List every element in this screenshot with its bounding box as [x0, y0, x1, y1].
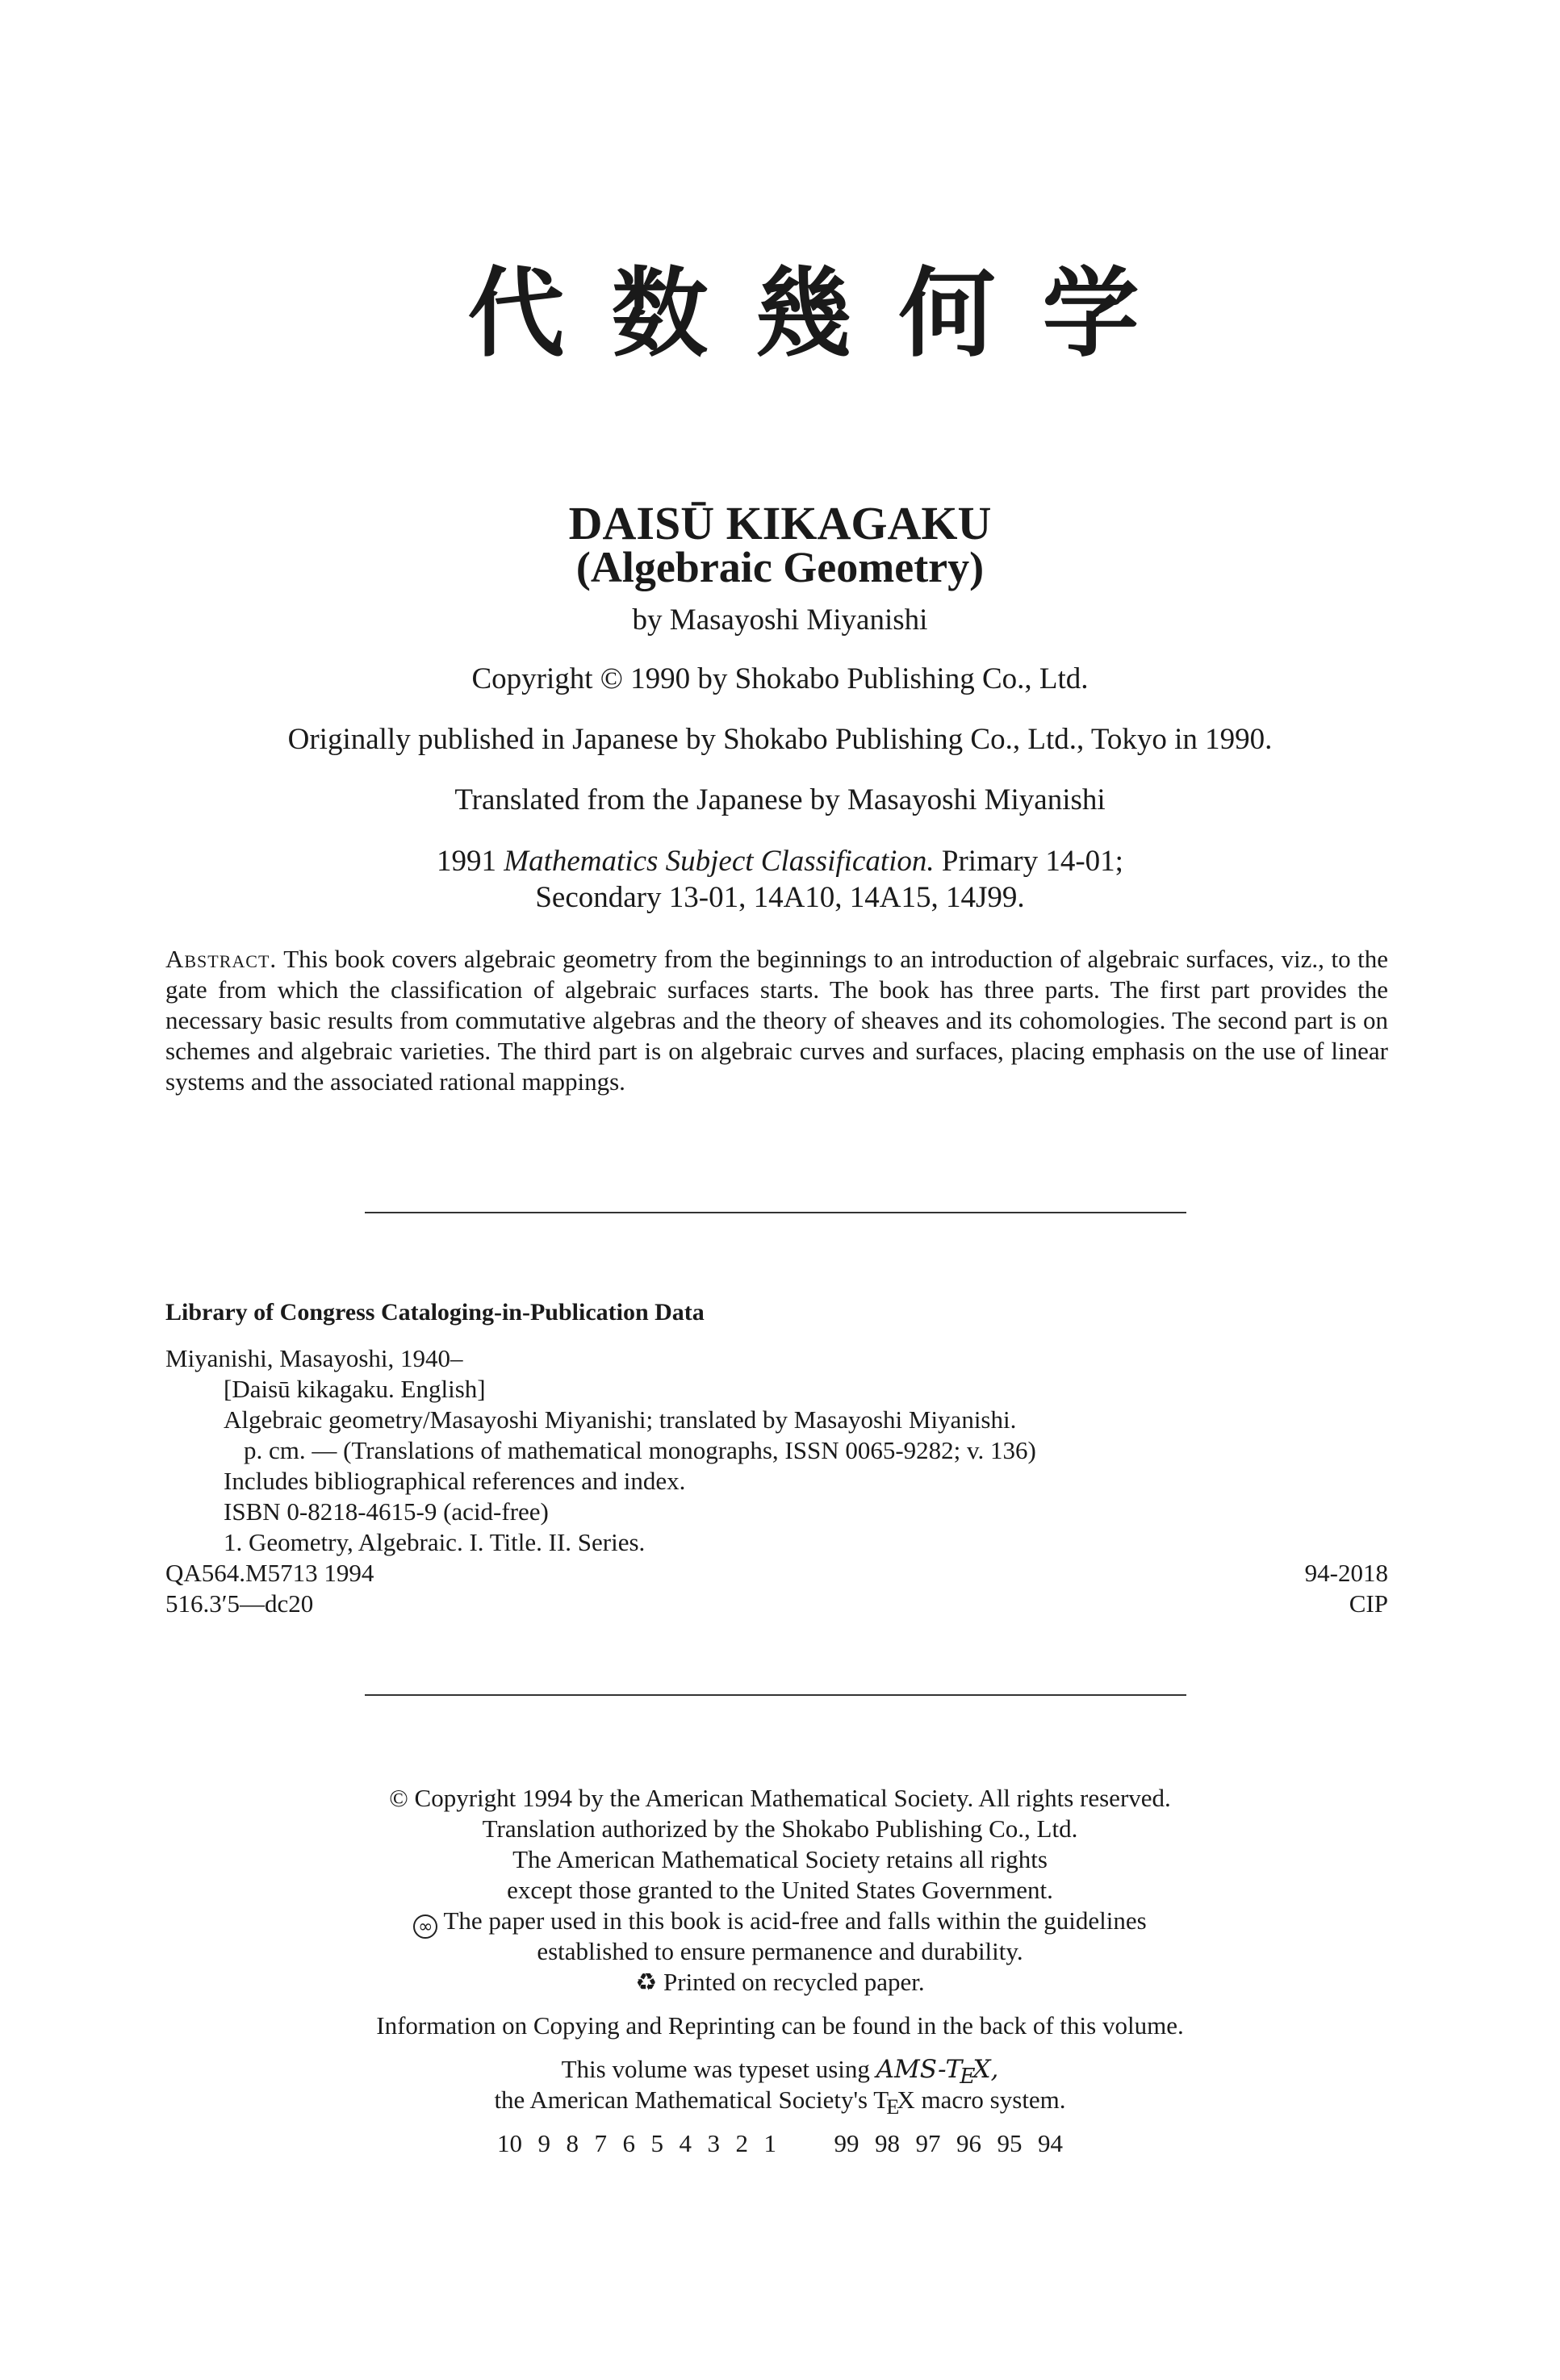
printing-numbers: 10 9 8 7 6 5 4 3 2 1: [497, 2129, 776, 2157]
rights-retained: The American Mathematical Society retains all rights: [512, 1845, 1048, 1873]
abstract: [165, 944, 1388, 1097]
printing-line: [0, 2131, 1560, 2156]
cip-lccn: 94-2018: [1304, 1559, 1388, 1587]
translation-authorization: Translation authorized by the Shokabo Publishing Co., Ltd.: [482, 1814, 1078, 1843]
paper-text: The paper used in this book is acid-free and falls within the guidelines: [443, 1906, 1147, 1935]
abstract-text: This book covers algebraic geometry from the beginnings to an introduction of algebraic surfaces, viz., to the gate from which the classification of algebraic surfaces starts. The book has three parts. The first part provides the necessary basic results from commutative algebras and the theory of sheaves and its cohomologies. The second part is on schemes and algebraic varieties. The third part is on algebraic curves and surfaces, placing emphasis on the use of linear systems and the associated rational mappings.: [165, 945, 1388, 1096]
acid-free-infinity-icon: ∞: [413, 1914, 437, 1939]
english-title: (Algebraic Geometry): [575, 543, 985, 591]
acid-free-line: [0, 1908, 1560, 1939]
romanized-title: DAISŪ KIKAGAKU: [568, 497, 992, 549]
copyright-line: Copyright © 1990 by Shokabo Publishing Co., Ltd.: [471, 662, 1089, 695]
original-publication-line: Originally published in Japanese by Shokabo Publishing Co., Ltd., Tokyo in 1990.: [287, 723, 1273, 756]
ams-tex-logo: AMS-TEX,: [876, 2055, 999, 2089]
typeset-line: [0, 2055, 1560, 2089]
cip-notes: Includes bibliographical references and index.: [224, 1467, 686, 1495]
printing-years: 99 98 97 96 95 94: [834, 2129, 1063, 2157]
macro-line: the American Mathematical Society's TEX macro system.: [494, 2086, 1066, 2119]
japanese-title: 代数幾何学: [467, 258, 1186, 370]
cip-isbn: ISBN 0-8218-4615-9 (acid-free): [224, 1497, 549, 1526]
translation-line: Translated from the Japanese by Masayoshi Miyanishi: [454, 783, 1106, 816]
cip-title-statement: Algebraic geometry/Masayoshi Miyanishi; translated by Masayoshi Miyanishi.: [224, 1405, 1017, 1434]
ams-copyright: © Copyright 1994 by the American Mathematical Society. All rights reserved.: [389, 1784, 1171, 1812]
tex-logo-e: E: [886, 2095, 900, 2119]
abstract-label: Abstract.: [165, 945, 278, 973]
msc-secondary: Secondary 13-01, 14A10, 14A15, 14J99.: [535, 881, 1025, 914]
msc-label: Mathematics Subject Classification.: [504, 845, 935, 878]
recycled-line: [0, 1969, 1560, 1995]
cip-tag: CIP: [1349, 1589, 1388, 1618]
cip-dewey: 516.3′5—dc20: [165, 1589, 314, 1618]
cip-subjects: 1. Geometry, Algebraic. I. Title. II. Series.: [224, 1528, 646, 1556]
cip-heading: Library of Congress Cataloging-in-Publication Data: [165, 1299, 705, 1326]
cip-uniform-title: [Daisū kikagaku. English]: [224, 1375, 486, 1403]
cip-author: Miyanishi, Masayoshi, 1940–: [165, 1344, 463, 1372]
recycle-icon: ♻: [635, 1969, 658, 1997]
typeset-prefix: This volume was typeset using: [561, 2055, 870, 2083]
information-line: Information on Copying and Reprinting can be found in the back of this volume.: [376, 2011, 1184, 2040]
established-line: established to ensure permanence and durability.: [537, 1937, 1023, 1965]
recycled-text: Printed on recycled paper.: [663, 1968, 925, 1996]
except-line: except those granted to the United States Government.: [507, 1876, 1053, 1904]
cip-physical-series: p. cm. — (Translations of mathematical monographs, ISSN 0065-9282; v. 136): [244, 1436, 1036, 1464]
divider-top: [365, 1212, 1186, 1213]
msc-line: [0, 846, 1560, 876]
divider-bottom: [365, 1694, 1186, 1696]
msc-year: 1991: [437, 845, 497, 878]
author-line: by Masayoshi Miyanishi: [632, 603, 928, 637]
msc-primary: Primary 14-01;: [941, 845, 1123, 878]
cip-call-number: QA564.M5713 1994: [165, 1559, 374, 1587]
